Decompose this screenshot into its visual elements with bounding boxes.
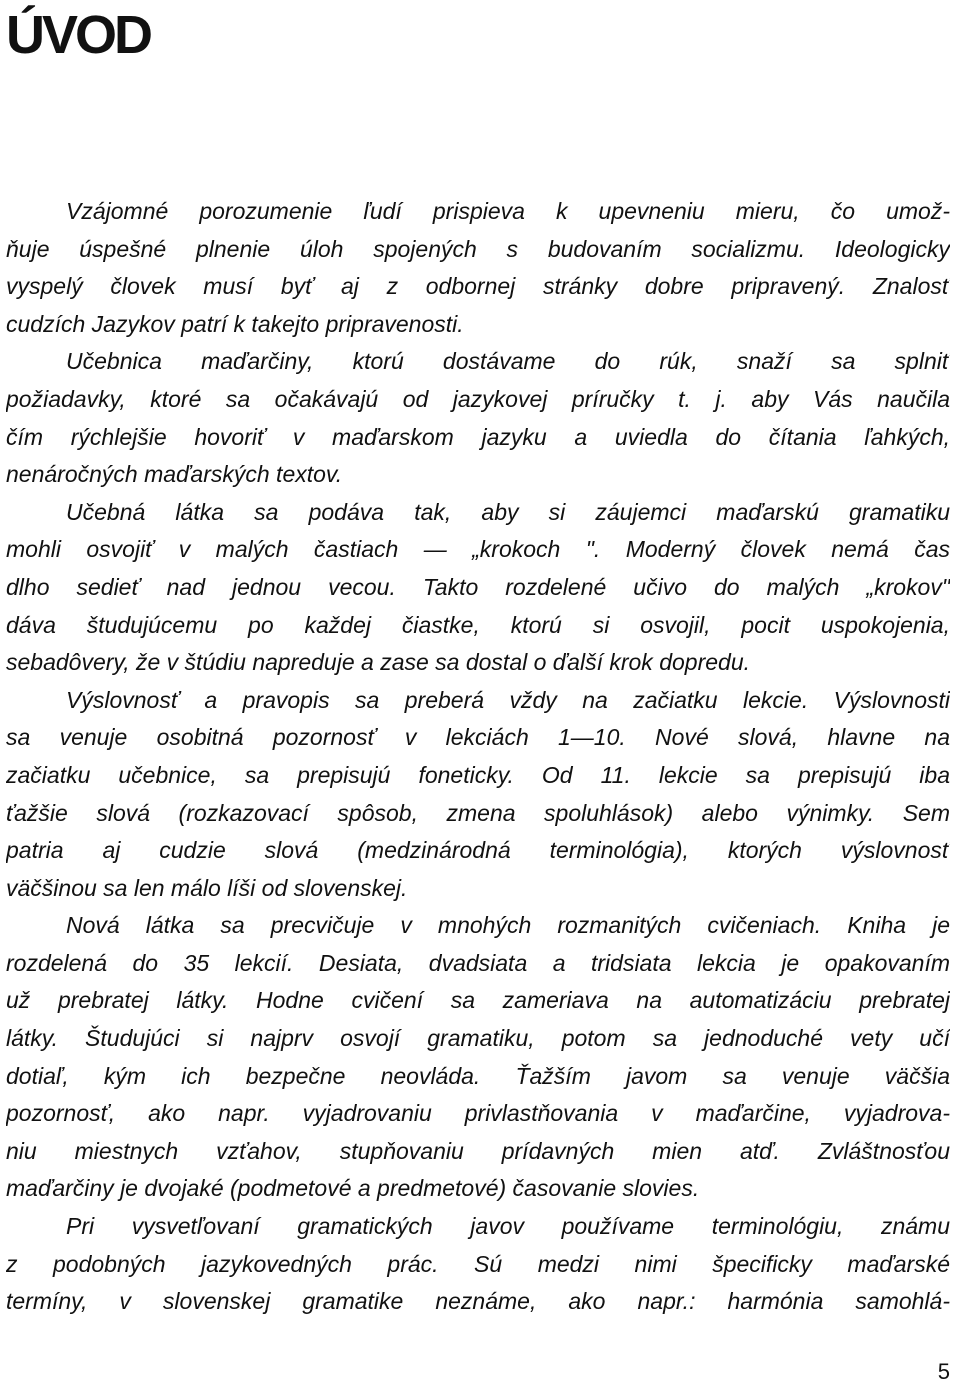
text-line: ňuje úspešné plnenie úloh spojených s budovaním socializmu. Ideologicky — [6, 235, 950, 262]
text-line: začiatku učebnice, sa prepisujú foneticky. Od 11. lekcie sa prepisujú iba — [6, 761, 950, 788]
text-line: požiadavky, ktoré sa očakávajú od jazykovej príručky t. j. aby Vás naučila — [6, 385, 950, 412]
text-line: Pri vysvetľovaní gramatických javov používame terminológiu, známu — [66, 1213, 950, 1240]
text-line: látky. Študujúci si najprv osvojí gramatiku, potom sa jednoduché vety učí — [6, 1025, 950, 1052]
text-line: maďarčiny je dvojaké (podmetové a predmetové) časovanie slovies. — [6, 1175, 700, 1202]
text-line: ťažšie slová (rozkazovací spôsob, zmena spoluhlások) alebo výnimky. Sem — [6, 799, 950, 826]
text-line: dlho sedieť nad jednou vecou. Takto rozdelené učivo do malých „krokov" — [6, 573, 950, 600]
text-line: patria aj cudzie slová (medzinárodná terminológia), ktorých výslovnosť — [6, 837, 950, 864]
page-number: 5 — [937, 1359, 950, 1384]
text-line: sa venuje osobitná pozornosť v lekciách 1—10. Nové slová, hlavne na — [6, 724, 950, 751]
text-line: dotiaľ, kým ich bezpečne neovláda. Ťažším javom sa venuje väčšia — [6, 1062, 950, 1089]
text-line: Vzájomné porozumenie ľudí prispieva k upevneniu mieru, čo umož- — [66, 198, 950, 224]
text-line: väčšinou sa len málo líši od slovenskej. — [6, 874, 408, 901]
text-line: sebadôvery, že v štúdiu napreduje a zase sa dostal o ďalší krok dopredu. — [6, 649, 750, 676]
text-line: mohli osvojiť v malých častiach — „krokoch ". Moderný človek nemá čas — [6, 536, 950, 563]
text-line: už prebratej látky. Hodne cvičení sa zameriava na automatizáciu prebratej — [6, 987, 950, 1014]
text-line: dáva študujúcemu po každej čiastke, ktorú si osvojil, pocit uspokojenia, — [6, 611, 950, 638]
text-line: Učebnica maďarčiny, ktorú dostávame do rúk, snaží sa splniť — [66, 348, 950, 375]
text-line: vyspelý človek musí byť aj z odbornej stránky dobre pripravený. Znalosť — [6, 273, 950, 300]
text-line: niu miestnych vzťahov, stupňovaniu prídavných mien atď. Zvláštnosťou — [6, 1137, 950, 1164]
text-line: Nová látka sa precvičuje v mnohých rozmanitých cvičeniach. Kniha je — [66, 912, 950, 939]
text-line: cudzích Jazykov patrí k takejto pripravenosti. — [6, 310, 464, 337]
text-line: termíny, v slovenskej gramatike neznáme, ako napr.: harmónia samohlá- — [6, 1288, 950, 1315]
text-line: rozdelená do 35 lekcií. Desiata, dvadsiata a tridsiata lekcia je opakovaním — [6, 949, 950, 976]
page-title: ÚVOD — [6, 5, 151, 65]
text-line: Učebná látka sa podáva tak, aby si záujemci maďarskú gramatiku — [66, 498, 950, 525]
text-line: pozornosť, ako napr. vyjadrovaniu privlastňovania v maďarčine, vyjadrova- — [6, 1100, 950, 1127]
text-line: nenáročných maďarských textov. — [6, 461, 343, 488]
body-text — [6, 193, 950, 1321]
text-line: z podobných jazykovedných prác. Sú medzi nimi špecificky maďarské — [6, 1250, 950, 1277]
text-line: Výslovnosť a pravopis sa preberá vždy na začiatku lekcie. Výslovnosti — [66, 686, 950, 713]
text-line: čím rýchlejšie hovoriť v maďarskom jazyku a uviedla do čítania ľahkých, — [6, 423, 950, 450]
